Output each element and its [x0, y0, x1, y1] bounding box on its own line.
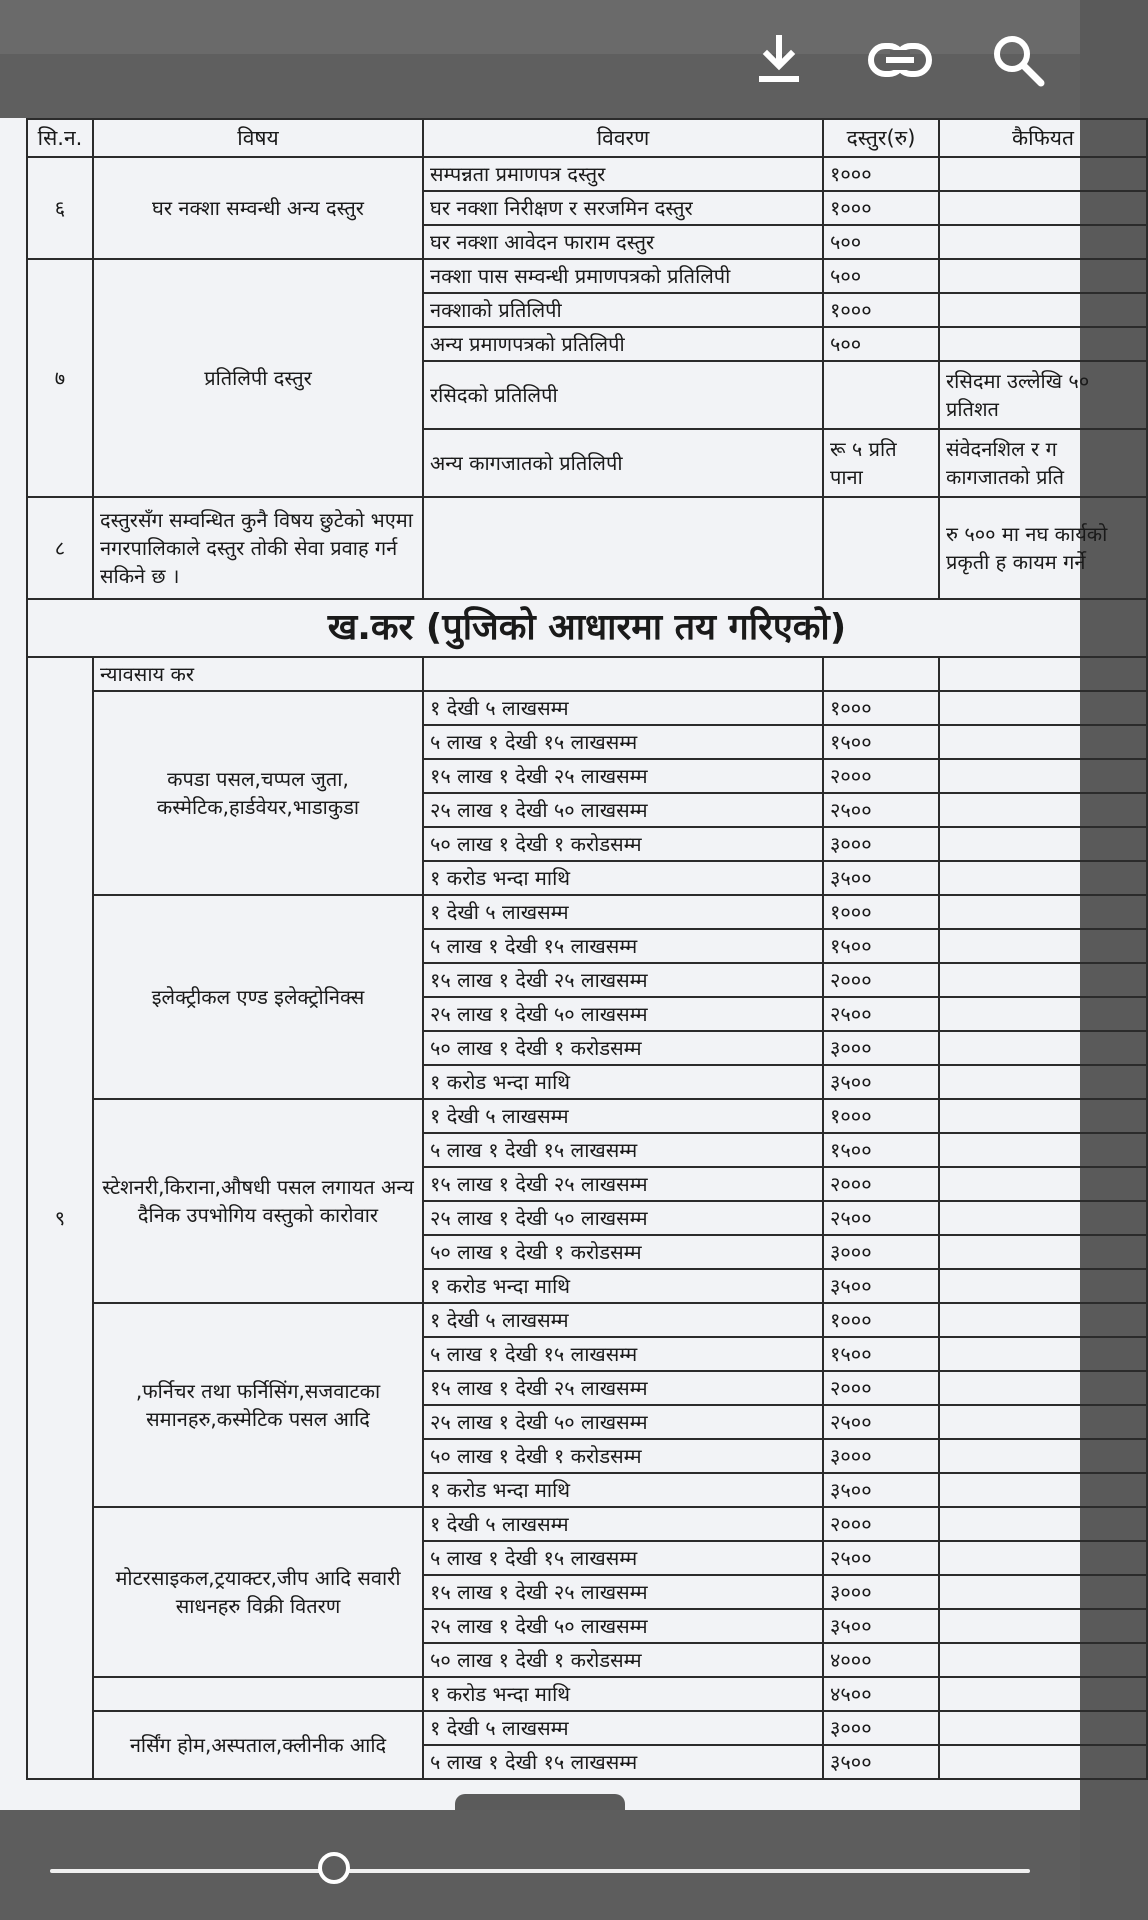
description-cell: ५ लाख १ देखी १५ लाखसम्म — [423, 1133, 823, 1167]
section-title: ख.कर (पुजिको आधारमा तय गरिएको) — [27, 599, 1147, 657]
description-cell: २५ लाख १ देखी ५० लाखसम्म — [423, 793, 823, 827]
fee-cell: १५०० — [823, 929, 939, 963]
remarks-cell — [939, 1473, 1147, 1507]
description-cell: नक्शाको प्रतिलिपी — [423, 293, 823, 327]
fee-cell: ३००० — [823, 827, 939, 861]
subject-cell: इलेक्ट्रीकल एण्ड इलेक्ट्रोनिक्स — [93, 895, 423, 1099]
remarks-cell — [939, 1541, 1147, 1575]
remarks-cell — [939, 191, 1147, 225]
link-icon[interactable] — [868, 28, 932, 92]
fee-cell: २५०० — [823, 1201, 939, 1235]
fee-cell: १००० — [823, 1303, 939, 1337]
description-cell: घर नक्शा निरीक्षण र सरजमिन दस्तुर — [423, 191, 823, 225]
table-header-row — [27, 119, 1147, 157]
remarks-cell — [939, 725, 1147, 759]
remarks-cell — [939, 657, 1147, 691]
description-cell: १ करोड भन्दा माथि — [423, 861, 823, 895]
fee-cell: ५०० — [823, 225, 939, 259]
remarks-cell — [939, 759, 1147, 793]
remarks-cell — [939, 691, 1147, 725]
remarks-cell — [939, 1337, 1147, 1371]
description-cell: १ करोड भन्दा माथि — [423, 1065, 823, 1099]
fee-cell: ३००० — [823, 1439, 939, 1473]
col-header-sn: सि.न. — [27, 119, 93, 157]
description-cell: ५० लाख १ देखी १ करोडसम्म — [423, 1031, 823, 1065]
remarks-cell — [939, 1303, 1147, 1337]
col-header-remarks: कैफियत — [939, 119, 1147, 157]
description-cell: रसिदको प्रतिलिपी — [423, 361, 823, 429]
table-row — [27, 1099, 1147, 1133]
description-cell: १५ लाख १ देखी २५ लाखसम्म — [423, 1167, 823, 1201]
description-cell: ५० लाख १ देखी १ करोडसम्म — [423, 827, 823, 861]
fee-cell: ३५०० — [823, 1745, 939, 1779]
remarks-cell — [939, 1507, 1147, 1541]
fee-cell: १००० — [823, 1099, 939, 1133]
remarks-cell — [939, 827, 1147, 861]
fee-cell: ३००० — [823, 1235, 939, 1269]
description-cell: ५ लाख १ देखी १५ लाखसम्म — [423, 929, 823, 963]
description-cell: १ देखी ५ लाखसम्म — [423, 1711, 823, 1745]
remarks-cell — [939, 929, 1147, 963]
description-cell: नक्शा पास सम्वन्धी प्रमाणपत्रको प्रतिलिपी — [423, 259, 823, 293]
fee-cell: १००० — [823, 157, 939, 191]
section-header-row — [27, 599, 1147, 657]
subject-cell: घर नक्शा सम्वन्धी अन्य दस्तुर — [93, 157, 423, 259]
fee-cell: ३००० — [823, 1031, 939, 1065]
description-cell: १ करोड भन्दा माथि — [423, 1473, 823, 1507]
description-cell: ५० लाख १ देखी १ करोडसम्म — [423, 1643, 823, 1677]
table-row — [27, 1711, 1147, 1745]
remarks-cell — [939, 1269, 1147, 1303]
remarks-cell — [939, 861, 1147, 895]
fee-cell: २५०० — [823, 1405, 939, 1439]
description-cell: १ देखी ५ लाखसम्म — [423, 691, 823, 725]
fee-cell: २००० — [823, 1167, 939, 1201]
remarks-cell — [939, 1643, 1147, 1677]
fee-cell: २५०० — [823, 1541, 939, 1575]
table-row — [27, 895, 1147, 929]
description-cell: ५० लाख १ देखी १ करोडसम्म — [423, 1439, 823, 1473]
description-cell: ५ लाख १ देखी १५ लाखसम्म — [423, 1745, 823, 1779]
description-cell — [423, 497, 823, 599]
fee-cell: ४००० — [823, 1643, 939, 1677]
subject-cell: स्टेशनरी,किराना,औषधी पसल लगायत अन्य दैनिक उपभोगिय वस्तुको कारोवार — [93, 1099, 423, 1303]
description-cell: २५ लाख १ देखी ५० लाखसम्म — [423, 1201, 823, 1235]
fee-cell: ३००० — [823, 1575, 939, 1609]
remarks-cell — [939, 963, 1147, 997]
document-page — [0, 118, 1108, 1810]
description-cell: १५ लाख १ देखी २५ लाखसम्म — [423, 759, 823, 793]
remarks-cell — [939, 1745, 1147, 1779]
fee-cell: ३५०० — [823, 1609, 939, 1643]
remarks-cell — [939, 1575, 1147, 1609]
fee-cell — [823, 497, 939, 599]
remarks-cell — [939, 1235, 1147, 1269]
search-icon[interactable] — [986, 28, 1050, 92]
page-slider-track[interactable] — [50, 1869, 1030, 1873]
bottom-bar — [0, 1810, 1080, 1920]
table-row — [27, 657, 1147, 691]
sn-cell: ७ — [27, 259, 93, 497]
description-cell: २५ लाख १ देखी ५० लाखसम्म — [423, 997, 823, 1031]
fee-cell: रू ५ प्रति पाना — [823, 429, 939, 497]
description-cell: १५ लाख १ देखी २५ लाखसम्म — [423, 1575, 823, 1609]
fee-cell: २००० — [823, 963, 939, 997]
col-header-fee: दस्तुर(रु) — [823, 119, 939, 157]
description-cell: अन्य कागजातको प्रतिलिपी — [423, 429, 823, 497]
description-cell: १५ लाख १ देखी २५ लाखसम्म — [423, 1371, 823, 1405]
remarks-cell — [939, 1439, 1147, 1473]
fee-cell: २५०० — [823, 793, 939, 827]
remarks-cell — [939, 1405, 1147, 1439]
fee-cell: ४५०० — [823, 1677, 939, 1711]
remarks-cell — [939, 259, 1147, 293]
fee-cell: १००० — [823, 293, 939, 327]
top-toolbar — [0, 0, 1080, 118]
remarks-cell — [939, 225, 1147, 259]
remarks-cell — [939, 327, 1147, 361]
remarks-cell — [939, 1677, 1147, 1711]
col-header-description: विवरण — [423, 119, 823, 157]
description-cell: घर नक्शा आवेदन फाराम दस्तुर — [423, 225, 823, 259]
table-row — [27, 1677, 1147, 1711]
fee-cell: ५०० — [823, 327, 939, 361]
table-row — [27, 497, 1147, 599]
remarks-cell: रसिदमा उल्लेखि ५० प्रतिशत — [939, 361, 1147, 429]
remarks-cell — [939, 1711, 1147, 1745]
table-row — [27, 259, 1147, 293]
subject-cell: कपडा पसल,चप्पल जुता, कस्मेटिक,हार्डवेयर,भाडाकुडा — [93, 691, 423, 895]
fee-cell: ३५०० — [823, 1473, 939, 1507]
table-row — [27, 691, 1147, 725]
table-row — [27, 1303, 1147, 1337]
tax-heading-cell: न्यावसाय कर — [93, 657, 423, 691]
sn-cell: ६ — [27, 157, 93, 259]
remarks-cell — [939, 793, 1147, 827]
fee-cell — [823, 657, 939, 691]
remarks-cell — [939, 1371, 1147, 1405]
remarks-cell — [939, 997, 1147, 1031]
fee-cell: ३५०० — [823, 861, 939, 895]
description-cell: सम्पन्नता प्रमाणपत्र दस्तुर — [423, 157, 823, 191]
col-header-subject: विषय — [93, 119, 423, 157]
fee-cell: ३५०० — [823, 1269, 939, 1303]
subject-cell — [93, 1677, 423, 1711]
remarks-cell: रु ५०० मा नघ कार्यको प्रकृती ह कायम गर्ने — [939, 497, 1147, 599]
remarks-cell: संवेदनशिल र ग कागजातको प्रति — [939, 429, 1147, 497]
remarks-cell — [939, 1201, 1147, 1235]
remarks-cell — [939, 1031, 1147, 1065]
table-row — [27, 1507, 1147, 1541]
remarks-cell — [939, 293, 1147, 327]
fee-cell: ५०० — [823, 259, 939, 293]
remarks-cell — [939, 895, 1147, 929]
fee-cell: २००० — [823, 1371, 939, 1405]
description-cell: १५ लाख १ देखी २५ लाखसम्म — [423, 963, 823, 997]
description-cell: २५ लाख १ देखी ५० लाखसम्म — [423, 1609, 823, 1643]
sn-cell: ९ — [27, 657, 93, 1779]
table-row — [27, 157, 1147, 191]
subject-cell: मोटरसाइकल,ट्रयाक्टर,जीप आदि सवारी साधनहरु विक्री वितरण — [93, 1507, 423, 1677]
page-slider-thumb[interactable] — [318, 1852, 350, 1884]
subject-cell: ,फर्निचर तथा फर्निसिंग,सजवाटका समानहरु,कस्मेटिक पसल आदि — [93, 1303, 423, 1507]
fee-cell: १००० — [823, 691, 939, 725]
description-cell: ५० लाख १ देखी १ करोडसम्म — [423, 1235, 823, 1269]
description-cell: १ देखी ५ लाखसम्म — [423, 1507, 823, 1541]
description-cell: १ देखी ५ लाखसम्म — [423, 895, 823, 929]
description-cell: अन्य प्रमाणपत्रको प्रतिलिपी — [423, 327, 823, 361]
remarks-cell — [939, 1167, 1147, 1201]
fee-cell: २००० — [823, 759, 939, 793]
description-cell — [423, 657, 823, 691]
subject-cell: नर्सिंग होम,अस्पताल,क्लीनीक आदि — [93, 1711, 423, 1779]
fee-cell: १५०० — [823, 1133, 939, 1167]
remarks-cell — [939, 1065, 1147, 1099]
fee-cell: २५०० — [823, 997, 939, 1031]
sn-cell: ८ — [27, 497, 93, 599]
fee-cell: १००० — [823, 895, 939, 929]
description-cell: १ देखी ५ लाखसम्म — [423, 1099, 823, 1133]
description-cell: १ देखी ५ लाखसम्म — [423, 1303, 823, 1337]
download-icon[interactable] — [747, 28, 811, 92]
fee-cell — [823, 361, 939, 429]
description-cell: ५ लाख १ देखी १५ लाखसम्म — [423, 1337, 823, 1371]
description-cell: २५ लाख १ देखी ५० लाखसम्म — [423, 1405, 823, 1439]
fee-cell: ३००० — [823, 1711, 939, 1745]
fee-cell: १००० — [823, 191, 939, 225]
remarks-cell — [939, 1133, 1147, 1167]
fee-cell: १५०० — [823, 725, 939, 759]
remarks-cell — [939, 157, 1147, 191]
fee-cell: १५०० — [823, 1337, 939, 1371]
description-cell: ५ लाख १ देखी १५ लाखसम्म — [423, 1541, 823, 1575]
remarks-cell — [939, 1609, 1147, 1643]
remarks-cell — [939, 1099, 1147, 1133]
fee-table — [26, 118, 1148, 1780]
fee-cell: ३५०० — [823, 1065, 939, 1099]
subject-cell: प्रतिलिपी दस्तुर — [93, 259, 423, 497]
subject-cell: दस्तुरसँग सम्वन्धित कुनै विषय छुटेको भएमा नगरपालिकाले दस्तुर तोकी सेवा प्रवाह गर्न सकिने छ । — [93, 497, 423, 599]
description-cell: १ करोड भन्दा माथि — [423, 1269, 823, 1303]
description-cell: १ करोड भन्दा माथि — [423, 1677, 823, 1711]
fee-cell: २००० — [823, 1507, 939, 1541]
description-cell: ५ लाख १ देखी १५ लाखसम्म — [423, 725, 823, 759]
